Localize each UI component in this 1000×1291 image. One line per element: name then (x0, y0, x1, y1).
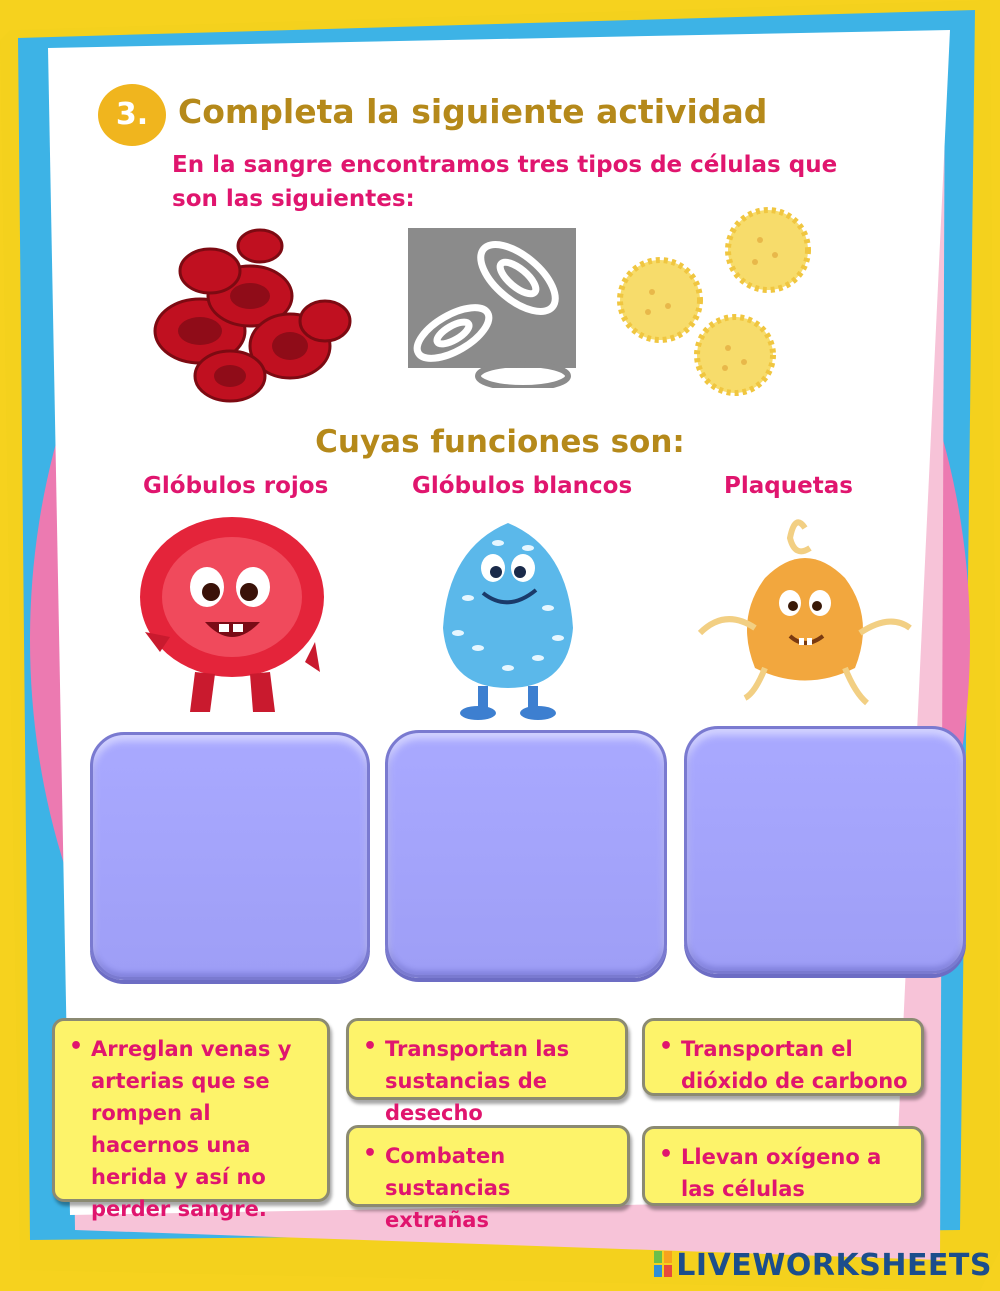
white-cell-character (438, 518, 578, 723)
white-blood-cells-image (408, 228, 576, 388)
drop-zone-white-blood-cells[interactable] (385, 730, 667, 978)
functions-heading: Cuyas funciones son: (315, 424, 685, 460)
page-title: Completa la siguiente actividad (178, 92, 768, 131)
label-platelets: Plaquetas (724, 473, 853, 499)
platelets-image (610, 200, 820, 400)
label-red-blood-cells: Glóbulos rojos (143, 473, 329, 499)
instructions-text: En la sangre encontramos tres tipos de células que son las siguientes: (172, 152, 838, 212)
step-number-badge: 3. (98, 84, 166, 146)
drop-zone-platelets[interactable] (684, 726, 966, 974)
brand-text: LIVEWORKSHEETS (676, 1248, 992, 1283)
drop-zone-red-blood-cells[interactable] (90, 732, 370, 980)
function-card[interactable]: • Llevan oxígeno a las células (642, 1126, 924, 1206)
platelet-character (695, 518, 915, 713)
function-card[interactable]: • Arreglan venas y arterias que se rompen al hacernos una herida y así no perder sangre. (52, 1018, 330, 1202)
red-cell-character (135, 512, 330, 717)
liveworksheets-logo-icon (654, 1251, 672, 1277)
label-white-blood-cells: Glóbulos blancos (412, 473, 633, 499)
function-card[interactable]: • Combaten sustancias extrañas (346, 1125, 630, 1207)
red-blood-cells-image (140, 226, 355, 416)
function-card[interactable]: • Transportan el dióxido de carbono (642, 1018, 924, 1096)
brand-watermark (654, 1248, 992, 1283)
function-card[interactable]: • Transportan las sustancias de desecho (346, 1018, 628, 1100)
